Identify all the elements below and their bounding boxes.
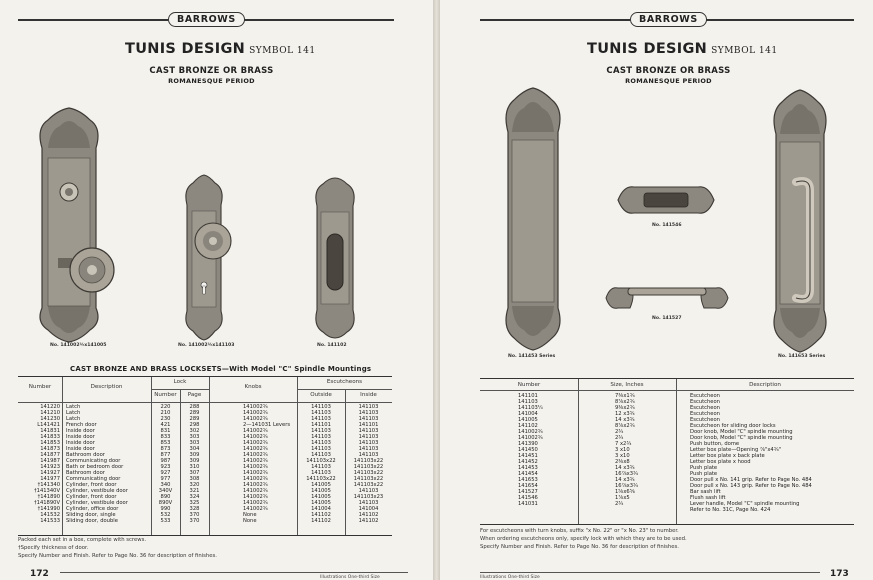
- th-number-right: Number: [517, 382, 541, 388]
- cell-description-right: Door knob, Model "C" spindle mounting: [690, 434, 793, 441]
- cell-inside: 141103: [358, 445, 379, 452]
- caption-sash-lift: No. 141527: [652, 316, 682, 321]
- cell-knobs: 141002¾: [243, 469, 268, 476]
- cell-knobs: 141002¾: [243, 427, 268, 434]
- cell-size: 1⅞x5: [615, 494, 630, 501]
- cell-number-right: 141527: [518, 488, 538, 495]
- cell-description: Inside door: [66, 445, 95, 452]
- cell-knobs: 141002¾: [243, 409, 268, 416]
- subtitle-right: CAST BRONZE OR BRASS: [606, 66, 731, 76]
- cell-lock-page: 303: [189, 439, 200, 446]
- cell-size: 2⅜x8: [615, 458, 630, 465]
- cell-number: 141831: [40, 427, 60, 434]
- cell-number: 141210: [40, 409, 60, 416]
- cell-outside: 141005: [311, 487, 331, 494]
- cell-lock-number: 877: [160, 451, 171, 458]
- cell-inside: 141103x22: [353, 463, 384, 470]
- cell-size: 2¾: [615, 500, 624, 507]
- cell-number-right: 141031: [518, 500, 538, 507]
- cell-lock-number: 831: [160, 427, 171, 434]
- cell-description-right: Escutcheon: [690, 393, 720, 399]
- cell-lock-page: 289: [189, 415, 200, 422]
- book-gutter: [433, 0, 440, 580]
- cell-size: 8⅞x2¾: [615, 422, 635, 429]
- header-rule-right-r: [702, 19, 854, 21]
- cell-description-right: Escutcheon: [690, 404, 720, 411]
- cell-inside: 141103: [358, 404, 379, 410]
- cell-lock-number: 230: [160, 415, 171, 422]
- col-lock-number: [151, 404, 180, 524]
- cell-description-right: Escutcheon: [690, 410, 720, 417]
- symbol-text-right: SYMBOL 141: [711, 46, 778, 56]
- cell-knobs: 141002¾: [243, 439, 268, 446]
- th-description: Description: [90, 384, 123, 390]
- cell-number: †141340V: [34, 487, 60, 494]
- cell-lock-number: 853: [160, 439, 171, 446]
- cell-description: Sliding door, double: [66, 517, 118, 524]
- cell-number-right: 141546: [518, 494, 538, 501]
- note-line-right: When ordering escutcheons only, specify lock with which they are to be used.: [480, 536, 687, 542]
- cell-knobs: 141002¾: [243, 505, 268, 512]
- cell-outside: 141103: [311, 433, 331, 440]
- col-description: [66, 404, 150, 524]
- cell-lock-number: 927: [160, 469, 171, 476]
- col-inside: [345, 404, 392, 524]
- cell-knobs: None: [243, 517, 257, 524]
- cell-description-right: Push plate: [690, 464, 718, 471]
- cell-number: 141977: [40, 475, 60, 482]
- period: ROMANESQUE PERIOD: [168, 77, 255, 85]
- cell-description: Inside door: [66, 427, 95, 434]
- page-number-right: 173: [830, 569, 849, 579]
- cell-lock-number: 220: [160, 404, 171, 410]
- cell-number: 141220: [40, 404, 60, 410]
- th-size: Size, Inches: [610, 382, 644, 388]
- cell-description-right: Door knob, Model "C" spindle mounting: [690, 428, 793, 435]
- cell-inside: 141103x22: [353, 475, 384, 482]
- cell-description: Cylinder, front door: [66, 493, 117, 500]
- cell-lock-page: 370: [189, 511, 200, 518]
- cell-knobs: 141002¾: [243, 499, 268, 506]
- symbol-text: SYMBOL 141: [249, 46, 316, 56]
- cell-number-right: 141002¾: [518, 434, 543, 441]
- cell-lock-page: 288: [189, 404, 200, 410]
- table-title: CAST BRONZE AND BRASS LOCKSETS—With Model "C" Spindle Mountings: [70, 365, 372, 373]
- cell-inside: 141103: [358, 439, 379, 446]
- cell-description: Communicating door: [66, 457, 121, 464]
- cell-description-right: Door pull x No. 141 grip. Refer to Page No. 484: [690, 476, 812, 483]
- cell-size: 16⅞x3¾: [615, 470, 639, 477]
- cell-number: 141877: [40, 451, 60, 458]
- cell-lock-number: 421: [160, 421, 171, 428]
- cell-description: Inside door: [66, 433, 95, 440]
- cell-number: 141833: [40, 433, 60, 440]
- cell-size: 7 x2¾: [615, 440, 632, 447]
- cell-outside: 141103: [311, 445, 331, 452]
- cell-lock-number: 210: [160, 409, 171, 416]
- cell-number: 141230: [40, 415, 60, 422]
- cell-knobs: None: [243, 511, 257, 518]
- cell-lock-page: 325: [189, 499, 200, 506]
- cell-lock-number: 923: [160, 463, 171, 470]
- cell-lock-page: 309: [189, 457, 200, 464]
- cell-outside: 141103: [311, 469, 331, 476]
- th-lock-number: Number: [154, 392, 177, 398]
- cell-knobs: 141002¾: [243, 451, 268, 458]
- cell-description-right: Refer to No. 31C, Page No. 424: [690, 506, 771, 513]
- period-right: ROMANESQUE PERIOD: [625, 77, 712, 85]
- cell-description: Cylinder, front door: [66, 481, 117, 488]
- cell-description: Sliding door, single: [66, 511, 116, 518]
- cell-number-right: 141103¼: [518, 404, 543, 411]
- th-lock-page: Page: [187, 392, 202, 398]
- cell-knobs: 141002¾: [243, 463, 268, 470]
- left-notes: [18, 536, 217, 560]
- cell-lock-page: 370: [189, 517, 200, 524]
- cell-outside: 141103: [311, 451, 331, 458]
- cell-lock-page: 328: [189, 505, 200, 512]
- cell-size: 2¾: [615, 434, 624, 441]
- parts-table: [480, 378, 854, 525]
- cell-size: 8⅞x2¾: [615, 398, 635, 405]
- cell-lock-page: 321: [189, 487, 200, 494]
- caption-2: No. 141002¾x141103: [178, 343, 235, 348]
- left-page: [0, 0, 433, 580]
- cell-number: 141853: [40, 439, 60, 446]
- cell-lock-number: 533: [160, 517, 171, 524]
- escutcheon-plate-keyhole-icon: [183, 175, 225, 340]
- letter-box-plate-icon: [618, 183, 714, 217]
- title-text: TUNIS DESIGN: [125, 41, 246, 57]
- subtitle: CAST BRONZE OR BRASS: [149, 66, 274, 76]
- cell-size: 14 x3¾: [615, 416, 635, 423]
- right-page: [440, 0, 873, 580]
- cell-inside: 141103: [358, 409, 379, 416]
- th-escutcheons: Escutcheons: [326, 379, 363, 385]
- cell-number: 141923: [40, 463, 60, 470]
- th-outside: Outside: [310, 392, 332, 398]
- cell-description-right: Door pull x No. 143 grip. Refer to Page No. 484: [690, 482, 812, 489]
- cell-description-right: Escutcheon for sliding door locks: [690, 422, 776, 429]
- th-number: Number: [28, 384, 52, 390]
- cell-lock-page: 324: [189, 493, 200, 500]
- cell-lock-page: 304: [189, 445, 200, 452]
- door-pull-plate-icon: [770, 90, 830, 352]
- header-rule-left: [18, 19, 168, 21]
- cell-number-right: 141004: [518, 410, 538, 417]
- cell-inside: 141102: [358, 517, 379, 524]
- cell-lock-page: 320: [189, 481, 200, 488]
- cell-description-right: Escutcheon: [690, 398, 720, 405]
- push-plate-icon: [502, 88, 564, 350]
- cell-knobs: 141002¾: [243, 493, 268, 500]
- cell-lock-number: 532: [160, 511, 171, 518]
- note-line-right: For escutcheons with turn knobs, suffix "x No. 22" or "x No. 23" to number.: [480, 528, 679, 534]
- cell-inside: 141103: [358, 415, 379, 422]
- cell-size: 7⅜x1¾: [615, 393, 635, 399]
- cell-lock-number: 833: [160, 433, 171, 440]
- cell-knobs: 141002¾: [243, 433, 268, 440]
- cell-lock-number: 340: [160, 481, 171, 488]
- cell-description-right: Push plate: [690, 470, 718, 477]
- cell-lock-page: 309: [189, 451, 200, 458]
- cell-number: †141340: [37, 481, 60, 488]
- cell-inside: 141103x22: [353, 481, 384, 488]
- cell-description: Inside door: [66, 439, 95, 446]
- col-description-right: [690, 393, 852, 513]
- cell-lock-page: 307: [189, 469, 200, 476]
- cell-size: 14 x3¾: [615, 476, 635, 483]
- cell-size: 2¾: [615, 428, 624, 435]
- cell-outside: 141102: [311, 511, 331, 518]
- th-lock: Lock: [173, 379, 187, 385]
- caption-1: No. 141002¾x141005: [50, 343, 107, 348]
- col-size: [615, 393, 675, 507]
- cell-description: Latch: [66, 404, 81, 410]
- cell-number-right: 141103: [518, 398, 538, 405]
- cell-description-right: Flush sash lift: [690, 494, 726, 501]
- cell-size: 3 x10: [615, 446, 630, 453]
- cell-outside: 141103x22: [306, 457, 336, 464]
- header-rule-right: [242, 19, 394, 21]
- note-line: Specify Number and Finish. Refer to Page No. 36 for description of finishes.: [18, 553, 217, 559]
- cell-description: Bath or bedroom door: [66, 463, 124, 470]
- cell-number: 141532: [40, 511, 60, 518]
- cell-knobs: 141002¾: [243, 481, 268, 488]
- cell-number-right: 141450: [518, 446, 538, 453]
- cell-outside: 141005: [311, 499, 331, 506]
- cell-size: 12 x3¾: [615, 410, 635, 417]
- caption-3: No. 141102: [317, 343, 347, 348]
- cell-size: 16⅞x3¾: [615, 482, 639, 489]
- title-text-right: TUNIS DESIGN: [587, 41, 708, 57]
- cell-outside: 141103: [311, 409, 331, 416]
- cell-description: Latch: [66, 409, 81, 416]
- page-number-left: 172: [30, 569, 49, 579]
- cell-inside: 141101: [358, 421, 379, 428]
- cell-size: 9⅜x2¾: [615, 404, 635, 411]
- cell-number-right: 141002¾: [518, 428, 543, 435]
- cell-description: Cylinder, office door: [66, 505, 119, 512]
- cell-knobs: 141002¾: [243, 487, 268, 494]
- cell-number-right: 141452: [518, 458, 538, 465]
- cell-number-right: 141005: [518, 416, 538, 423]
- cell-description-right: Letter box plate x hood: [690, 458, 751, 465]
- footer-rule-right: [480, 572, 820, 573]
- cell-number-right: 141390: [518, 440, 538, 447]
- cell-lock-number: 890V: [158, 499, 173, 506]
- cell-description-right: Escutcheon: [690, 416, 720, 423]
- brand-badge-right: BARROWS: [630, 12, 707, 27]
- right-notes: [480, 527, 687, 551]
- th-knobs: Knobs: [244, 384, 262, 390]
- cell-lock-page: 310: [189, 463, 200, 470]
- cell-number: 141533: [40, 517, 60, 524]
- cell-knobs: 2—141031 Levers: [243, 421, 291, 428]
- th-description-right: Description: [749, 382, 781, 388]
- cell-number: †141990: [37, 505, 60, 512]
- cell-outside: 141005: [311, 481, 331, 488]
- cell-inside: 141103x22: [353, 469, 384, 476]
- cell-size: 14 x3¾: [615, 464, 635, 471]
- col-lock-page: [180, 404, 209, 524]
- cell-description-right: Letter box plate—Opening ⅞"x4¾": [690, 446, 782, 453]
- cell-inside: 141103x22: [353, 457, 384, 464]
- cell-inside: 141103: [358, 499, 379, 506]
- cell-number-right: 141453: [518, 464, 538, 471]
- cell-outside: 141004: [311, 505, 331, 512]
- th-inside: Inside: [360, 392, 377, 398]
- cell-lock-number: 340V: [158, 487, 173, 494]
- cell-lock-page: 303: [189, 433, 200, 440]
- cell-knobs: 141002¾: [243, 445, 268, 452]
- col-number: [20, 404, 60, 524]
- cell-lock-number: 977: [160, 475, 171, 482]
- cell-size: 1⅝x6⅝: [615, 488, 635, 495]
- cell-description: Cylinder, vestibule door: [66, 499, 128, 506]
- cell-number-right: 141451: [518, 452, 538, 459]
- cell-description-right: Bar sash lift: [690, 488, 721, 495]
- cell-description: Bathroom door: [66, 469, 105, 476]
- cell-outside: 141103x22: [306, 475, 336, 482]
- cell-description: Latch: [66, 415, 81, 422]
- cell-description: Communicating door: [66, 475, 121, 482]
- col-number-right: [518, 393, 576, 507]
- cell-description-right: Lever handle, Model "C" spindle mounting: [690, 500, 800, 507]
- cell-number: L141421: [37, 421, 60, 428]
- cell-number-right: 141654: [518, 482, 538, 489]
- note-line-right: Specify Number and Finish. Refer to Page No. 36 for description of finishes.: [480, 544, 679, 550]
- cell-description: Cylinder, vestibule door: [66, 487, 128, 494]
- cell-number: †141890V: [34, 499, 60, 506]
- cell-lock-number: 890: [160, 493, 171, 500]
- cell-number-right: 141454: [518, 470, 538, 477]
- cell-lock-page: 308: [189, 475, 200, 482]
- cell-outside: 141103: [311, 404, 331, 410]
- cell-inside: 141103: [358, 427, 379, 434]
- cell-lock-number: 987: [160, 457, 171, 464]
- cell-inside: 141103: [358, 433, 379, 440]
- cell-number-right: 141101: [518, 393, 538, 399]
- footer-right: Illustrations One-third Size: [480, 575, 540, 580]
- cell-inside: 141004: [358, 505, 379, 512]
- brand-badge: BARROWS: [168, 12, 245, 27]
- cell-lock-page: 289: [189, 409, 200, 416]
- note-line: †Specify thickness of door.: [18, 545, 89, 551]
- cell-number: 141873: [40, 445, 60, 452]
- cell-number: †141890: [37, 493, 60, 500]
- cell-outside: 141102: [311, 517, 331, 524]
- cell-description: Bathroom door: [66, 451, 105, 458]
- page-title-right: [587, 41, 778, 57]
- sliding-door-plate-icon: [313, 178, 357, 338]
- caption-letter-box: No. 141546: [652, 223, 682, 228]
- cell-outside: 141103: [311, 463, 331, 470]
- col-outside: [297, 404, 345, 524]
- footer-left: Illustrations One-third Size: [320, 575, 380, 580]
- cell-lock-page: 298: [189, 421, 200, 428]
- cell-knobs: 141002¾: [243, 457, 268, 464]
- cell-inside: 141103: [358, 487, 379, 494]
- note-line: Packed each set in a box, complete with screws.: [18, 537, 147, 543]
- cell-number-right: 141102: [518, 422, 538, 429]
- col-knobs: [243, 404, 297, 524]
- cell-outside: 141101: [311, 421, 331, 428]
- cell-inside: 141102: [358, 511, 379, 518]
- cell-description-right: Push button, dome: [690, 440, 740, 447]
- cell-inside: 141103: [358, 451, 379, 458]
- page-title: [125, 41, 316, 57]
- caption-door-pull: No. 141653 Series: [778, 354, 826, 359]
- cell-number-right: 141653: [518, 476, 538, 483]
- cell-knobs: 141002¾: [243, 475, 268, 482]
- header-rule-left-r: [480, 19, 630, 21]
- cell-outside: 141103: [311, 439, 331, 446]
- locksets-table: [18, 376, 392, 536]
- cell-description-right: Letter box plate x back plate: [690, 452, 765, 459]
- cell-lock-number: 990: [160, 505, 171, 512]
- cell-knobs: 141002¾: [243, 404, 268, 410]
- cell-outside: 141103: [311, 415, 331, 422]
- cell-number: 141927: [40, 469, 60, 476]
- bar-sash-lift-icon: [606, 282, 728, 314]
- footer-rule-left: [60, 572, 408, 573]
- cell-lock-page: 302: [189, 427, 200, 434]
- cell-knobs: 141002¾: [243, 415, 268, 422]
- cell-lock-number: 873: [160, 445, 171, 452]
- cell-outside: 141005: [311, 493, 331, 500]
- cell-outside: 141103: [311, 427, 331, 434]
- cell-description: French door: [66, 421, 97, 428]
- cell-size: 3 x10: [615, 452, 630, 459]
- caption-push-plate: No. 141453 Series: [508, 354, 556, 359]
- escutcheon-plate-knob-icon: [36, 108, 102, 342]
- cell-inside: 141103x23: [353, 493, 384, 500]
- cell-number: 141987: [40, 457, 60, 464]
